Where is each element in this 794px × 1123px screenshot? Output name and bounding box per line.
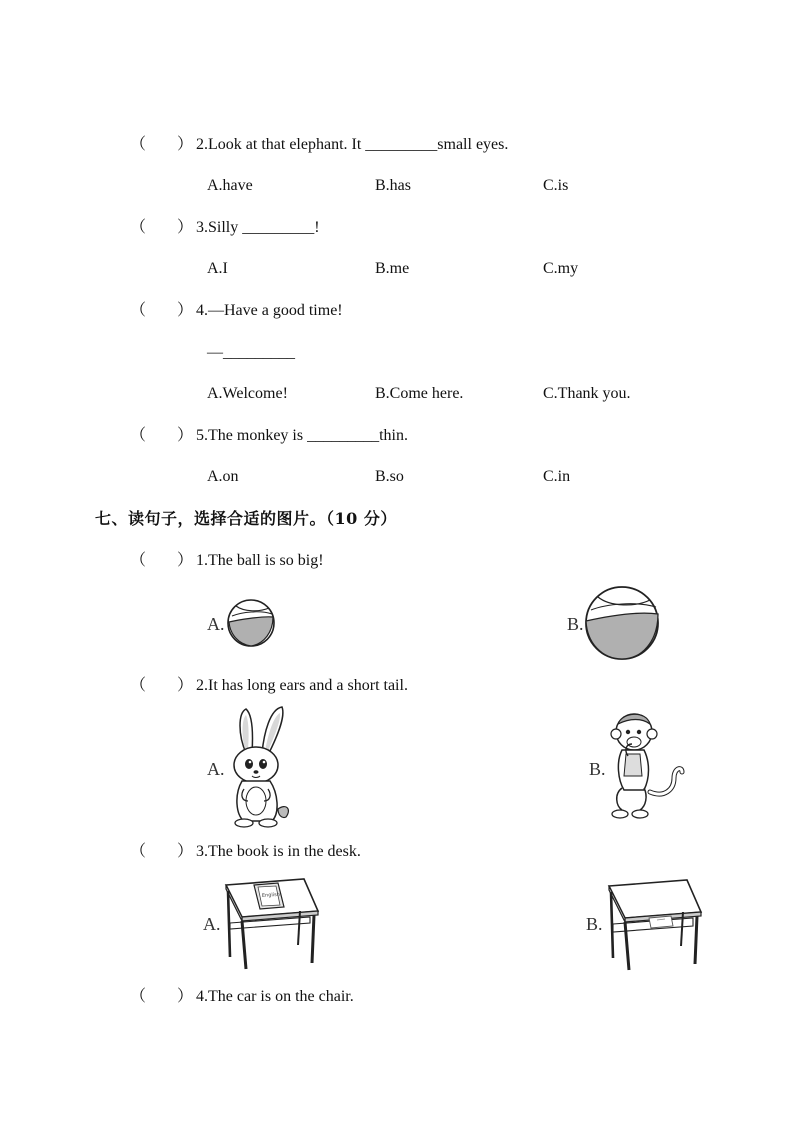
option-b: B.so (375, 468, 404, 485)
paren-close: ） (177, 552, 194, 569)
option-a: A.Welcome! (207, 385, 288, 402)
paren-open: （ (130, 302, 147, 319)
monkey-image[interactable] (608, 710, 684, 822)
paren-open: （ (130, 677, 147, 694)
paren-open: （ (130, 219, 147, 236)
desk-book-on-top-image[interactable] (222, 875, 320, 971)
option-b-label: B. (589, 759, 606, 779)
option-c: C.is (543, 177, 569, 194)
paren-open: （ (130, 988, 147, 1005)
option-b: B.me (375, 260, 410, 277)
book-label: English (261, 891, 281, 899)
option-a: A.on (207, 468, 239, 485)
question-text: 4.The car is on the chair. (196, 988, 354, 1005)
paren-close: ） (177, 302, 194, 319)
option-a: A.I (207, 260, 228, 277)
paren-open: （ (130, 427, 147, 444)
paren-open: （ (130, 136, 147, 153)
desk-book-inside-image[interactable] (605, 876, 703, 972)
paren-close: ） (177, 843, 194, 860)
question-text: 1.The ball is so big! (196, 552, 324, 569)
option-c: C.in (543, 468, 571, 485)
question-text: 5.The monkey is _________thin. (196, 427, 408, 444)
paren-close: ） (177, 427, 194, 444)
reply-blank: —_________ (207, 344, 295, 361)
paren-close: ） (177, 136, 194, 153)
question-text: 4.—Have a good time! (196, 302, 343, 319)
small-beach-ball-image[interactable] (226, 598, 276, 648)
section-heading: 七、读句子，选择合适的图片。（10 分） (95, 509, 397, 528)
paren-open: （ (130, 843, 147, 860)
option-b-label: B. (586, 914, 603, 934)
option-a: A.have (207, 177, 253, 194)
option-c: C.my (543, 260, 579, 277)
big-beach-ball-image[interactable] (584, 585, 660, 661)
option-c: C.Thank you. (543, 385, 631, 402)
question-text: 3.Silly _________! (196, 219, 320, 236)
option-a-label: A. (207, 614, 225, 634)
option-b-label: B. (567, 614, 584, 634)
option-a-label: A. (203, 914, 221, 934)
paren-close: ） (177, 219, 194, 236)
paren-close: ） (177, 988, 194, 1005)
question-text: 3.The book is in the desk. (196, 843, 361, 860)
paren-close: ） (177, 677, 194, 694)
option-b: B.has (375, 177, 411, 194)
option-a-label: A. (207, 759, 225, 779)
question-text: 2.It has long ears and a short tail. (196, 677, 408, 694)
question-text: 2.Look at that elephant. It _________small eyes. (196, 136, 509, 153)
paren-open: （ (130, 552, 147, 569)
option-b: B.Come here. (375, 385, 464, 402)
rabbit-image[interactable] (226, 705, 294, 829)
